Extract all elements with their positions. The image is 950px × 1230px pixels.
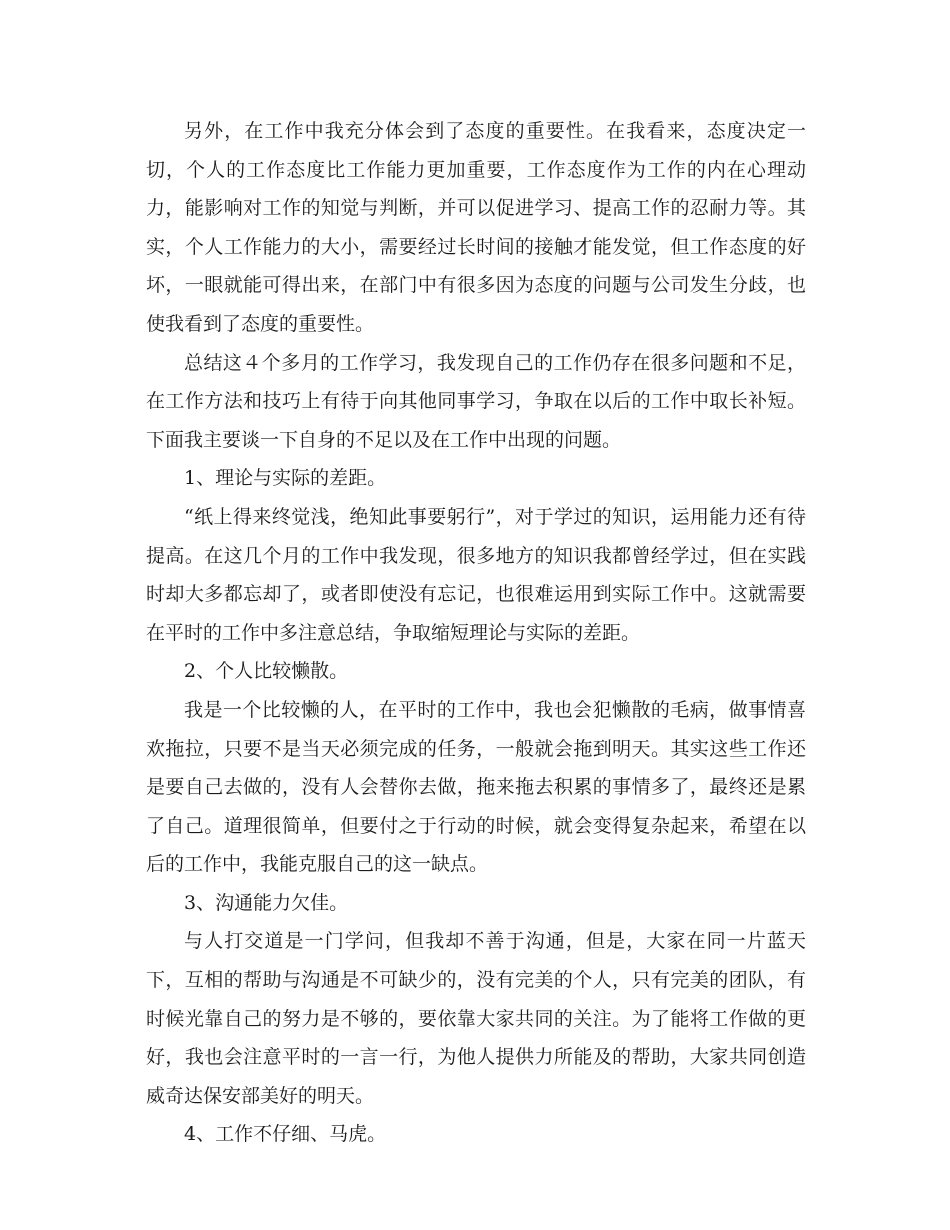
- paragraph-theory-practice-gap: “纸上得来终觉浅，绝知此事要躬行”，对于学过的知识，运用能力还有待提高。在这几个月的工作中我发现，很多地方的知识我都曾经学过，但在实践时却大多都忘却了，或者即使没有忘记，也很难运用到实际工作中。这就需要在平时的工作中多注意总结，争取缩短理论与实际的差距。: [146, 505, 806, 644]
- heading-theory-practice-gap: 1、理论与实际的差距。: [184, 467, 387, 490]
- heading-communication: 3、沟通能力欠佳。: [184, 891, 349, 914]
- heading-carelessness: 4、工作不仔细、马虎。: [184, 1123, 387, 1146]
- paragraph-communication: 与人打交道是一门学问，但我却不善于沟通，但是，大家在同一片蓝天下，互相的帮助与沟通是不可缺少的，没有完美的个人，只有完美的团队，有时候光靠自己的努力是不够的，要依靠大家共同的关注。为了能将工作做的更好，我也会注意平时的一言一行，为他人提供力所能及的帮助，大家共同创造威奇达保安部美好的明天。: [146, 930, 806, 1107]
- paragraph-attitude: 另外，在工作中我充分体会到了态度的重要性。在我看来，态度决定一切，个人的工作态度比工作能力更加重要，工作态度作为工作的内在心理动力，能影响对工作的知觉与判断，并可以促进学习、提高工作的忍耐力等。其实，个人工作能力的大小，需要经过长时间的接触才能发觉，但工作态度的好坏，一眼就能可得出来，在部门中有很多因为态度的问题与公司发生分歧，也使我看到了态度的重要性。: [146, 120, 806, 335]
- paragraph-laziness: 我是一个比较懒的人，在平时的工作中，我也会犯懒散的毛病，做事情喜欢拖拉，只要不是当天必须完成的任务，一般就会拖到明天。其实这些工作还是要自己去做的，没有人会替你去做，拖来拖去积累的事情多了，最终还是累了自己。道理很简单，但要付之于行动的时候，就会变得复杂起来，希望在以后的工作中，我能克服自己的这一缺点。: [146, 698, 806, 876]
- heading-laziness: 2、个人比较懒散。: [184, 660, 349, 683]
- paragraph-summary: 总结这４个多月的工作学习，我发现自己的工作仍存在很多问题和不足，在工作方法和技巧上有待于向其他同事学习，争取在以后的工作中取长补短。下面我主要谈一下自身的不足以及在工作中出现的问题。: [146, 351, 806, 451]
- document-page: [146, 112, 806, 1154]
